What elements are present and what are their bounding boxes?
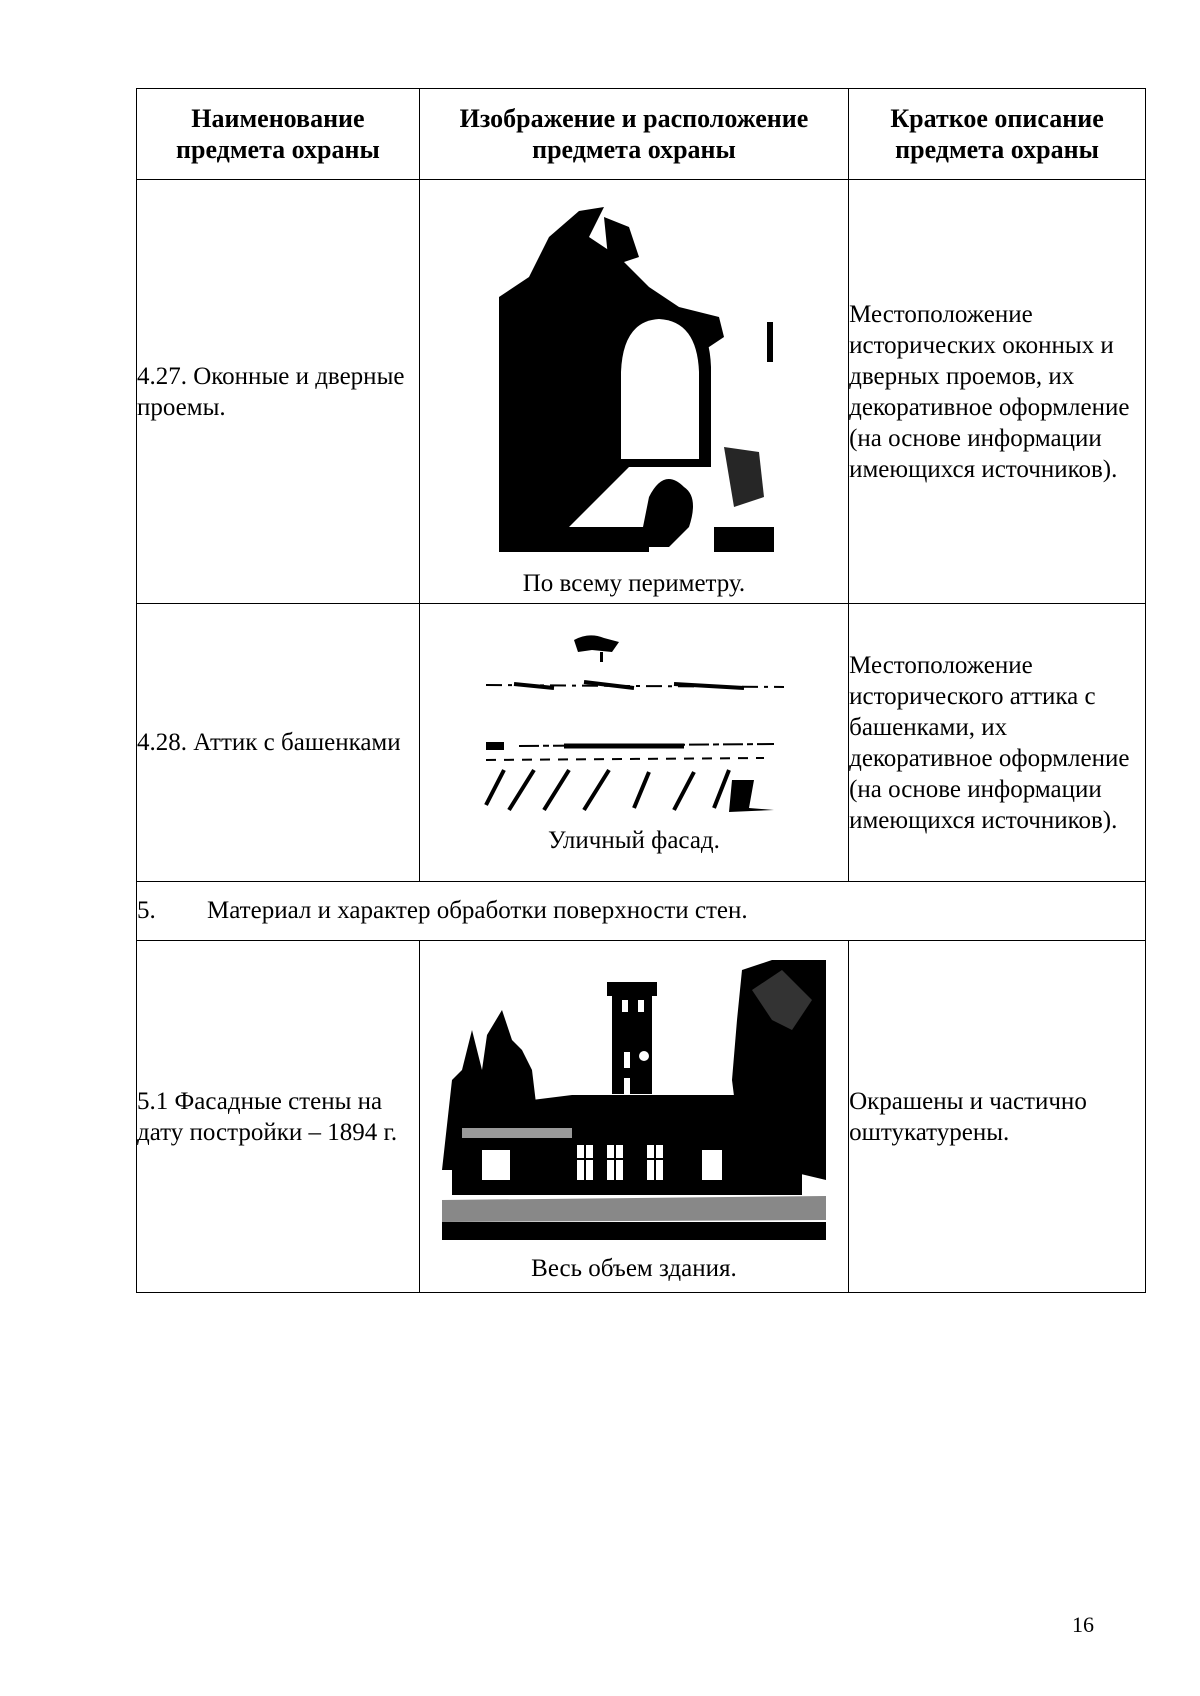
section-row [137,882,1146,941]
header-name: Наименование предмета охраны [137,89,420,180]
row-name: 4.27. Оконные и дверные проемы. [137,180,420,604]
section-heading [137,882,1146,941]
section-title: Материал и характер обработки поверхности стен. [207,897,748,924]
row-image-cell [419,941,848,1293]
building-photo [442,960,826,1240]
row-description: Местоположение исторического аттика с башенками, их декоративное оформление (на основе информации имеющихся источников). [849,604,1146,882]
table-row [137,180,1146,604]
row-caption: Весь объем здания. [531,1254,737,1282]
table-row [137,604,1146,882]
protection-table [136,88,1146,1293]
row-description: Окрашены и частично оштукатурены. [849,941,1146,1293]
table-header-row [137,89,1146,180]
row-caption: Уличный фасад. [548,826,720,854]
header-description: Краткое описание предмета охраны [849,89,1146,180]
section-number: 5. [137,897,156,924]
row-image-cell [419,180,848,604]
row-caption: По всему периметру. [522,569,746,597]
header-image: Изображение и расположение предмета охраны [419,89,848,180]
table-row [137,941,1146,1293]
attic-sketch [474,630,794,820]
row-image-cell [419,604,848,882]
row-description: Местоположение исторических оконных и дверных проемов, их декоративное оформление (на основе информации имеющихся источников). [849,180,1146,604]
row-name: 4.28. Аттик с башенками [137,604,420,882]
row-name: 5.1 Фасадные стены на дату постройки – 1894 г. [137,941,420,1293]
page-number: 16 [1072,1612,1094,1637]
window-arch-photo [489,197,779,557]
